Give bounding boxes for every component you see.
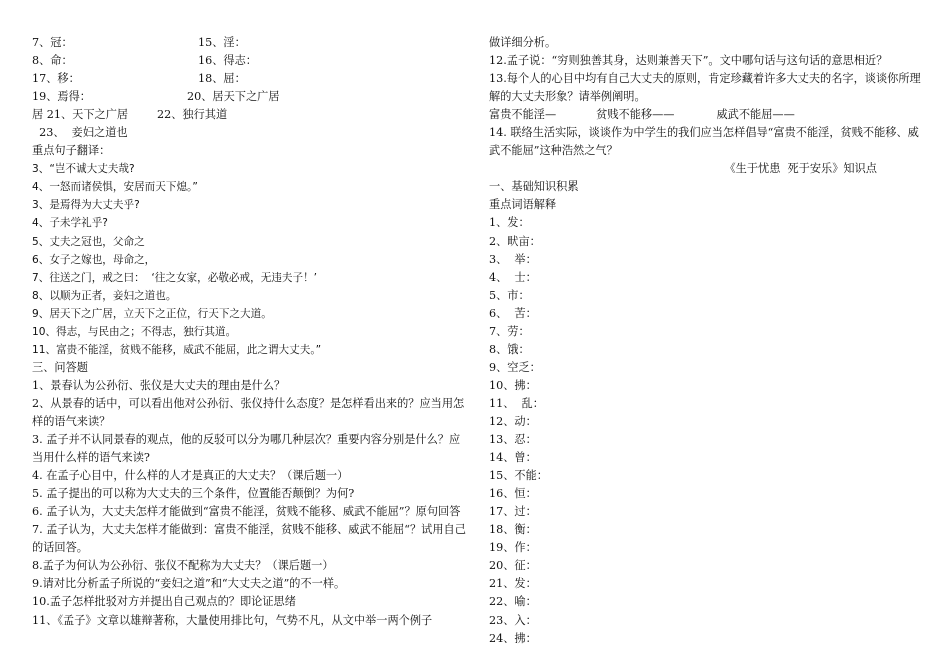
vocab-item: 15、不能： [489,469,548,483]
vocab-item: 18、衡： [489,523,537,537]
vocab-item: 13、忍： [489,433,537,447]
vocab-item: 20、征： [489,559,537,573]
vocab-item: 居 21、天下之广居 [32,108,129,122]
question-continuation: 做详细分析。 [489,36,557,49]
vocab-item: 16、得志： [198,54,257,68]
qa-heading: 三、问答题 [32,360,88,374]
question-item: 13.每个人的心目中均有自己大丈夫的原则，肯定珍藏着许多大丈夫的名字，谈谈你所理解的大丈夫形象？请举例阐明。 [489,72,921,104]
sentence-item: 5、丈夫之冠也，父命之 [32,235,145,248]
vocab-item: 2、畎亩： [489,234,541,248]
sentence-item: 3、“岂不诚大丈夫哉? [32,163,135,176]
vocab-pair-row [32,70,470,88]
question-item: 3. 孟子并不认同景春的观点，他的反驳可以分为哪几种层次？重要内容分别是什么？应当用什么样的语气来读? [32,433,461,465]
vocab-item: 3、 举： [489,252,537,266]
sentence-item: 4、子未学礼乎? [32,217,108,230]
vocab-item: 6、 苦： [489,306,537,320]
sentence-item: 6、女子之嫁也，母命之， [32,253,156,266]
vocab-item: 7、冠： [32,36,73,49]
question-item: 12.孟子说：“穷则独善其身，达则兼善天下”。文中哪句话与这句话的意思相近？ [489,54,888,68]
vocab-item: 21、发： [489,577,537,591]
question-item: 11、《孟子》文章以雄辩著称，大量使用排比句，气势不凡，从文中举一两个例子 [32,613,433,627]
question-item: 4. 在孟子心目中，什么样的人才是真正的大丈夫？（课后题一） [32,469,349,483]
vocab-list [489,214,929,647]
vocab-item: 12、动： [489,414,537,428]
question-item: 6. 孟子认为，大丈夫怎样才能做到“富贵不能淫，贫贱不能移、威武不能屈”？原句回答 [32,505,461,519]
question-item: 5. 孟子提出的可以称为大丈夫的三个条件，位置能否颠倒？为何? [32,487,355,501]
sentence-item: 11、富贵不能淫，贫贱不能移，威武不能屈，此之谓大丈夫。” [32,343,322,356]
vocab-item: 23、 妾妇之道也 [32,126,128,140]
triad-row [489,106,929,124]
sentence-item: 3、是焉得为大丈夫乎? [32,199,140,212]
question-item: 8.孟子为何认为公孙衍、张仪不配称为大丈夫？（课后题一） [32,559,334,573]
vocab-item: 4、 士： [489,270,537,284]
triad-item: 贫贱不能移—— [596,108,675,122]
question-item: 9.请对比分析孟子所说的“妾妇之道”和“大丈夫之道”的不一样。 [32,577,346,591]
vocab-item: 18、屈： [198,72,246,86]
left-column [32,34,470,630]
basic-heading: 一、基础知识积累 [489,180,579,194]
question-item: 14. 联络生活实际，谈谈作为中学生的我们应当怎样倡导“富贵不能淫，贫贱不能移、威武不能屈”这种浩然之气？ [489,126,919,158]
vocab-item: 22、独行其道 [157,108,228,122]
vocab-item: 19、作： [489,541,537,555]
vocab-pair-row [32,34,470,52]
question-item: 10.孟子怎样批驳对方并提出自己观点的？即论证思绪 [32,595,296,609]
sentence-item: 7、往送之门，戒之曰： ‘往之女家，必敬必戒，无违夫子！’ [32,271,318,284]
vocab-item: 8、命： [32,54,73,68]
vocab-item: 9、空乏： [489,360,541,374]
vocab-item: 17、移： [32,72,80,86]
vocab-item: 17、过： [489,505,537,519]
vocab-item: 10、拂： [489,378,537,392]
vocab-item: 19、焉得： [32,90,91,104]
vocab-pair-row [32,88,470,106]
vocab-item: 5、市： [489,288,530,302]
sentence-item: 10、得志，与民由之；不得志，独行其道。 [32,325,237,338]
vocab-item: 24、拂： [489,631,537,645]
vocab-pair-row [32,52,470,70]
sentences-heading: 重点句子翻译： [32,144,111,158]
vocab-item: 7、劳： [489,324,530,338]
vocab-item: 8、饿： [489,342,530,356]
vocab-heading: 重点词语解释 [489,198,557,212]
vocab-item: 16、恒： [489,487,537,501]
vocab-item: 1、发： [489,216,530,230]
vocab-item: 20、居天下之广居 [187,90,280,104]
right-column [489,34,929,648]
sentence-item: 9、居天下之广居，立天下之正位，行天下之大道。 [32,307,272,320]
vocab-item: 11、 乱： [489,396,544,410]
question-item: 1、景春认为公孙衍、张仪是大丈夫的理由是什么？ [32,378,286,392]
vocab-item: 23、入： [489,613,537,627]
question-item: 7. 孟子认为，大丈夫怎样才能做到：富贵不能淫，贫贱不能移、威武不能屈“？试用自己的话回答。 [32,523,466,555]
triad-item: 富贵不能淫— [489,108,557,122]
sentence-item: 4、一怒而诸侯惧，安居而天下熄。” [32,181,198,194]
vocab-pair-row [32,106,470,124]
vocab-item: 14、曾： [489,451,537,465]
section-title: 《生于忧患 死于安乐》知识点 [724,162,877,176]
vocab-item: 22、喻： [489,595,537,609]
triad-item: 威武不能屈—— [716,108,795,122]
question-item: 2、从景春的话中，可以看出他对公孙衍、张仪持什么态度？是怎样看出来的？应当用怎样的语气来读？ [32,396,465,428]
vocab-item: 15、淫： [198,36,246,49]
sentence-item: 8、以顺为正者，妾妇之道也。 [32,289,177,302]
